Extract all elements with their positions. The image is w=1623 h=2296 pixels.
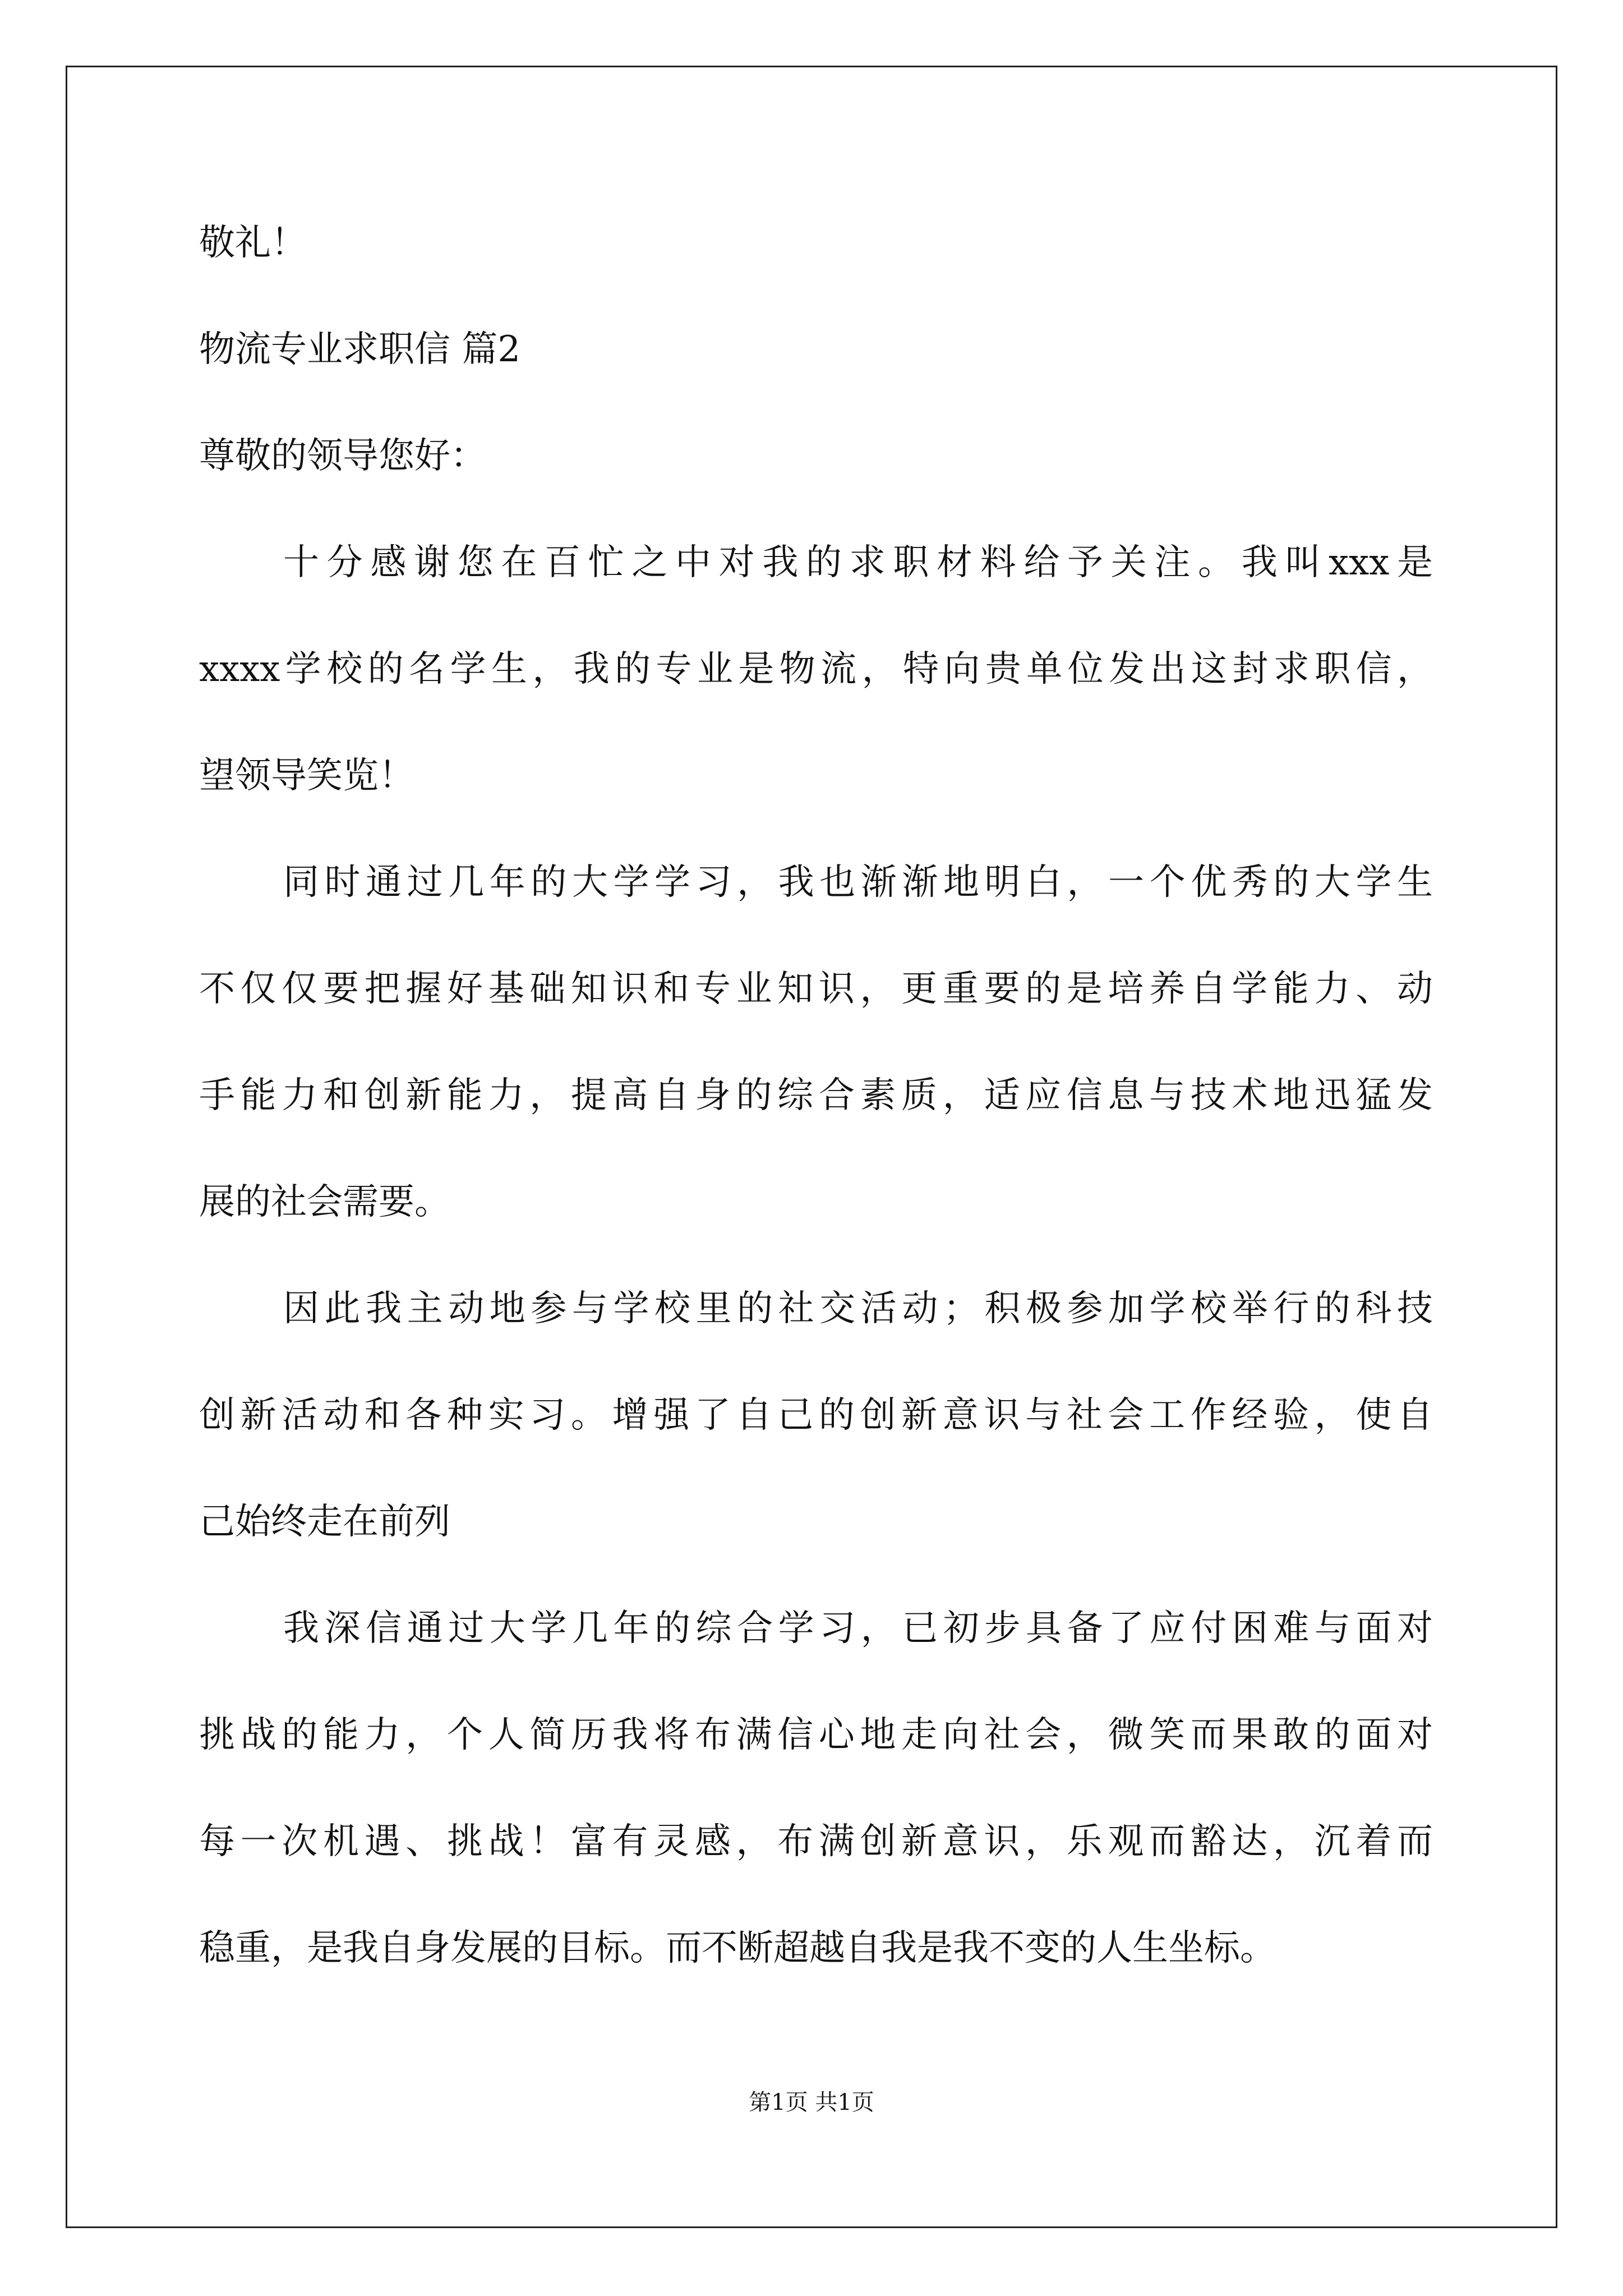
paragraph-line: 不仅仅要把握好基础知识和专业知识，更重要的是培养自学能力、动 bbox=[199, 968, 1433, 1010]
letter-body bbox=[199, 216, 1433, 2028]
paragraph-line: 挑战的能力，个人简历我将布满信心地走向社会，微笑而果敢的面对 bbox=[199, 1714, 1433, 1756]
paragraph-line: 稳重，是我自身发展的目标。而不断超越自我是我不变的人生坐标。 bbox=[199, 1927, 1276, 1969]
paragraph-line: 手能力和创新能力，提高自身的综合素质，适应信息与技术地迅猛发 bbox=[199, 1075, 1433, 1116]
paragraph-line: 我深信通过大学几年的综合学习，已初步具备了应付困难与面对 bbox=[283, 1608, 1433, 1649]
paragraph-1 bbox=[199, 536, 1433, 803]
paragraph-line: 每一次机遇、挑战！富有灵感，布满创新意识，乐观而豁达，沉着而 bbox=[199, 1821, 1433, 1862]
paragraph-line: xxxx学校的名学生，我的专业是物流，特向贵单位发出这封求职信， bbox=[199, 648, 1433, 690]
closing-line: 敬礼！ bbox=[199, 222, 307, 264]
page-footer: 第1页 共1页 bbox=[749, 2090, 874, 2115]
salutation: 尊敬的领导您好： bbox=[199, 435, 486, 477]
section-heading: 物流专业求职信 篇2 bbox=[199, 329, 521, 370]
paragraph-4 bbox=[199, 1602, 1433, 1975]
paragraph-line: 创新活动和各种实习。增强了自己的创新意识与社会工作经验，使自 bbox=[199, 1395, 1433, 1436]
paragraph-line: 望领导笑览！ bbox=[199, 755, 414, 797]
paragraph-line: 十分感谢您在百忙之中对我的求职材料给予关注。我叫xxx是 bbox=[283, 542, 1433, 583]
paragraph-line: 因此我主动地参与学校里的社交活动；积极参加学校举行的科技 bbox=[283, 1288, 1433, 1329]
paragraph-3 bbox=[199, 1282, 1433, 1549]
paragraph-line: 同时通过几年的大学学习，我也渐渐地明白，一个优秀的大学生 bbox=[283, 862, 1433, 903]
paragraph-line: 展的社会需要。 bbox=[199, 1181, 450, 1223]
paragraph-line: 己始终走在前列 bbox=[199, 1501, 450, 1543]
paragraph-2 bbox=[199, 855, 1433, 1229]
